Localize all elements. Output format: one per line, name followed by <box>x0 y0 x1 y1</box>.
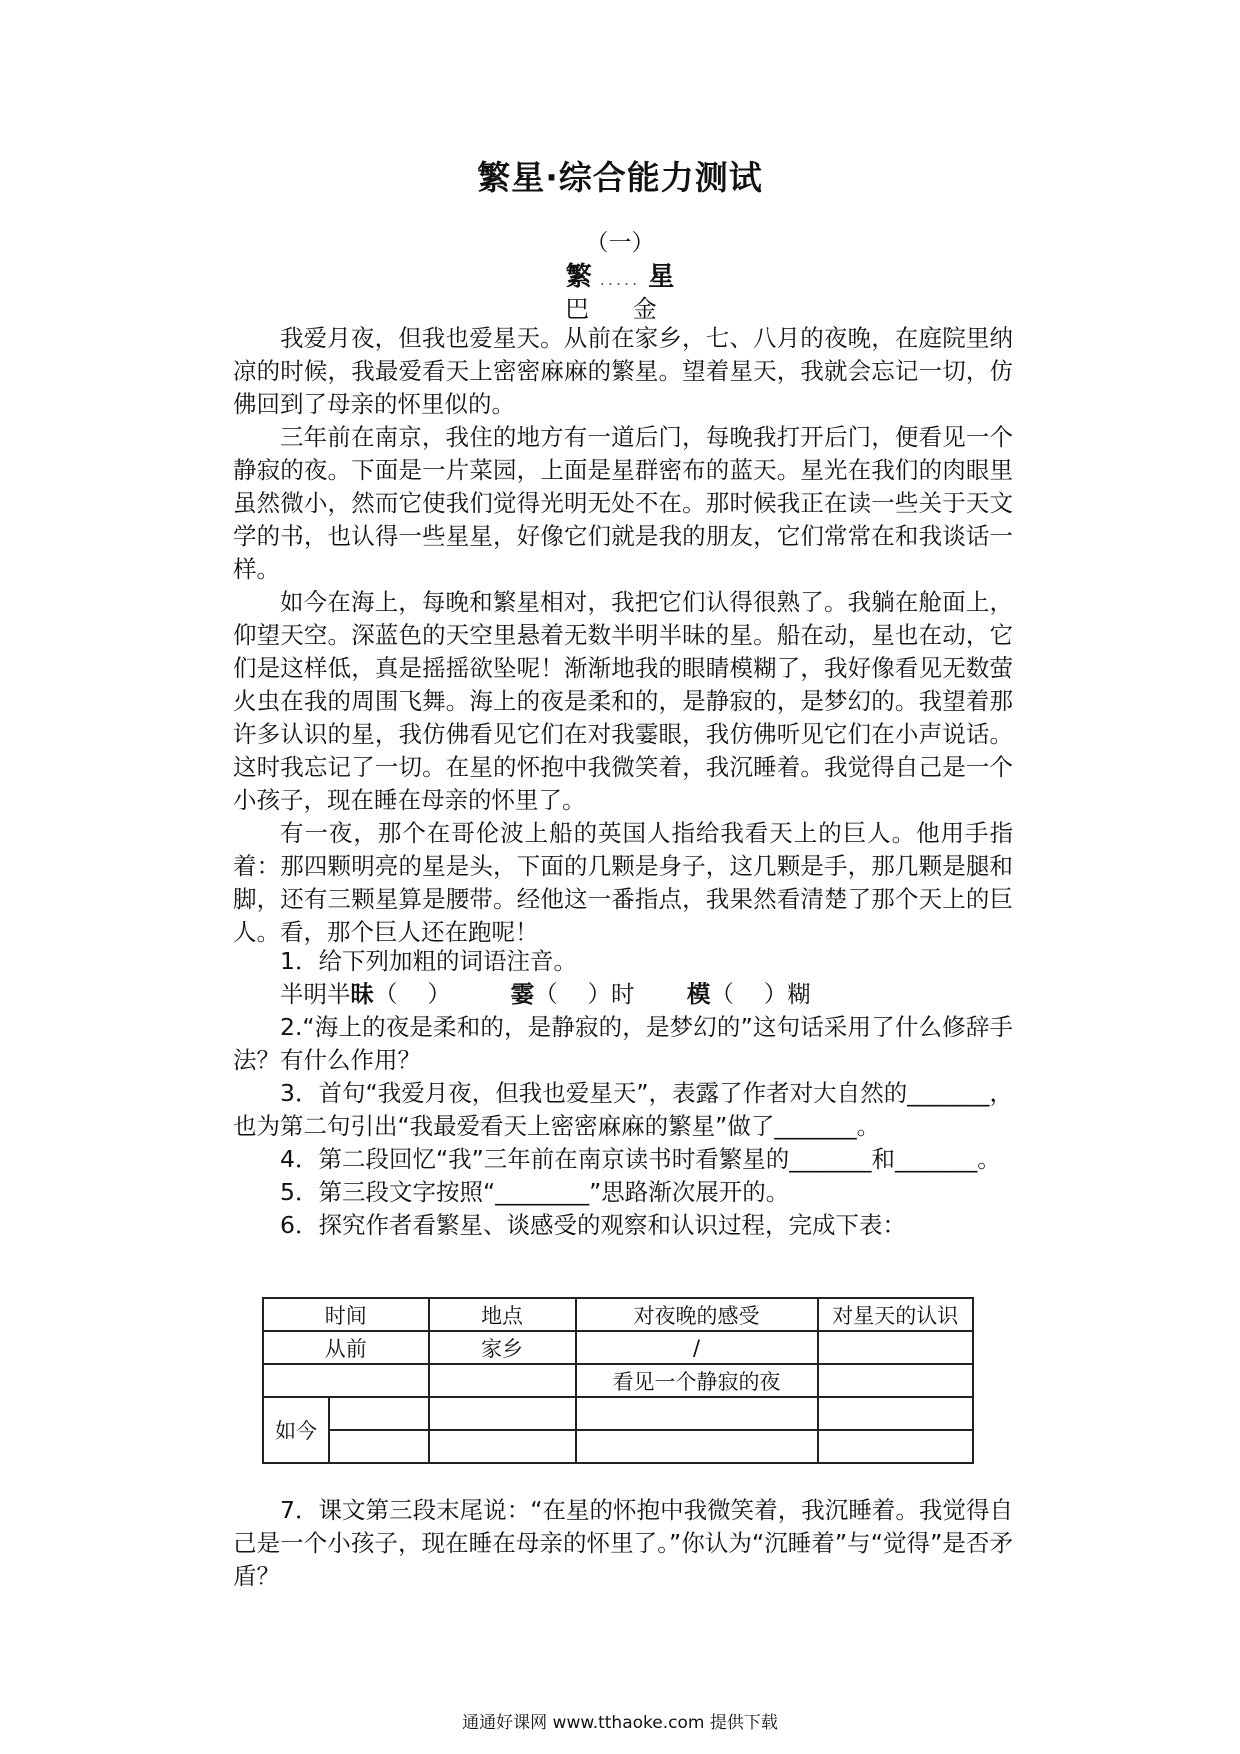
table-cell <box>818 1397 973 1430</box>
q1-item-b-bold: 霎 <box>510 980 535 1008</box>
question-2: 2.“海上的夜是柔和的，是静寂的，是梦幻的”这句话采用了什么修辞手法？有什么作用？ <box>233 1013 1013 1074</box>
paragraph-1: 我爱月夜，但我也爱星天。从前在家乡，七、八月的夜晚，在庭院里纳凉的时候，我最爱看天上密密麻麻的繁星。望着星天，我就会忘记一切，仿佛回到了母亲的怀里似的。 <box>233 324 1013 418</box>
table-cell <box>818 1430 973 1463</box>
table-header: 对夜晚的感受 <box>576 1298 818 1331</box>
question-4: 4．第二段回忆“我”三年前在南京读书时看繁星的_______和_______。 <box>280 1145 1001 1173</box>
table-cell <box>329 1397 429 1430</box>
question-5: 5．第三段文字按照“________”思路渐次展开的。 <box>280 1178 790 1206</box>
table-header: 时间 <box>263 1298 429 1331</box>
q1-item-c-bold: 模 <box>686 980 711 1008</box>
answer-table <box>262 1297 974 1464</box>
table-header: 地点 <box>429 1298 576 1331</box>
table-row <box>263 1331 973 1364</box>
q1-item-a-blank: （ ） <box>374 980 451 1008</box>
table-row <box>263 1364 973 1397</box>
q1-item-a-prefix: 半明半 <box>280 980 351 1008</box>
table-cell-now: 如今 <box>263 1397 329 1463</box>
q1-item-b-blank: （ ）时 <box>534 980 635 1008</box>
page-title: 繁星·综合能力测试 <box>477 158 763 197</box>
table-cell <box>818 1364 973 1397</box>
q1-item-a-bold: 昧 <box>350 980 374 1008</box>
paragraph-3: 如今在海上，每晚和繁星相对，我把它们认得很熟了。我躺在舱面上，仰望天空。深蓝色的天空里悬着无数半明半昧的星。船在动，星也在动，它们是这样低，真是摇摇欲坠呢！渐渐地我的眼睛模糊了，我好像看见无数萤火虫在我的周围飞舞。海上的夜是柔和的，是静寂的，是梦幻的。我望着那许多认识的星，我仿佛看见它们在对我霎眼，我仿佛听见它们在小声说话。这时我忘记了一切。在星的怀抱中我微笑着，我沉睡着。我觉得自己是一个小孩子，现在睡在母亲的怀里了。 <box>233 588 1013 814</box>
table-cell <box>329 1430 429 1463</box>
paragraph-4: 有一夜，那个在哥伦波上船的英国人指给我看天上的巨人。他用手指着：那四颗明亮的星是头，下面的几颗是身子，这几颗是手，那几颗是腿和脚，还有三颗星算是腰带。经他这一番指点，我果然看清楚了那个天上的巨人。看，那个巨人还在跑呢！ <box>233 819 1013 946</box>
footer-credit: 通通好课网 www.tthaoke.com 提供下载 <box>462 1713 778 1733</box>
table-cell: 家乡 <box>429 1331 576 1364</box>
poem-title-char-1: 繁 <box>565 262 592 292</box>
table-cell: / <box>576 1331 818 1364</box>
table-header-row <box>263 1298 973 1331</box>
table-cell <box>429 1364 576 1397</box>
emphasis-dots: ..... <box>599 270 641 289</box>
section-number: （一） <box>585 230 655 256</box>
question-6: 6．探究作者看繁星、谈感受的观察和认识过程，完成下表： <box>280 1211 906 1239</box>
table-cell: 看见一个静寂的夜 <box>576 1364 818 1397</box>
table-cell <box>263 1364 429 1397</box>
table-header: 对星天的认识 <box>818 1298 973 1331</box>
table-cell <box>429 1430 576 1463</box>
poem-title-char-2: 星 <box>648 262 675 292</box>
table-cell <box>429 1397 576 1430</box>
poem-title <box>0 256 1240 293</box>
table-row <box>263 1397 973 1430</box>
table-cell: 从前 <box>263 1331 429 1364</box>
question-1: 1．给下列加粗的词语注音。 <box>280 947 577 975</box>
question-1-items <box>233 978 1013 1011</box>
poem-author: 巴 金 <box>565 295 675 323</box>
question-3: 3．首句“我爱月夜，但我也爱星天”，表露了作者对大自然的_______，也为第二句引出“我最爱看天上密密麻麻的繁星”做了_______。 <box>233 1079 1013 1140</box>
passage <box>233 322 1013 949</box>
questions <box>233 945 1013 1242</box>
q1-item-c-blank: （ ）糊 <box>710 980 811 1008</box>
paragraph-2: 三年前在南京，我住的地方有一道后门，每晚我打开后门，便看见一个静寂的夜。下面是一片菜园，上面是星群密布的蓝天。星光在我们的肉眼里虽然微小，然而它使我们觉得光明无处不在。那时候我正在读一些关于天文学的书，也认得一些星星，好像它们就是我的朋友，它们常常在和我谈话一样。 <box>233 423 1013 583</box>
table-row <box>263 1430 973 1463</box>
question-7-block <box>233 1494 1013 1593</box>
table-cell <box>818 1331 973 1364</box>
table-cell <box>576 1397 818 1430</box>
question-7: 7．课文第三段末尾说：“在星的怀抱中我微笑着，我沉睡着。我觉得自己是一个小孩子，现在睡在母亲的怀里了。”你认为“沉睡着”与“觉得”是否矛盾？ <box>233 1496 1013 1590</box>
table-cell <box>576 1430 818 1463</box>
